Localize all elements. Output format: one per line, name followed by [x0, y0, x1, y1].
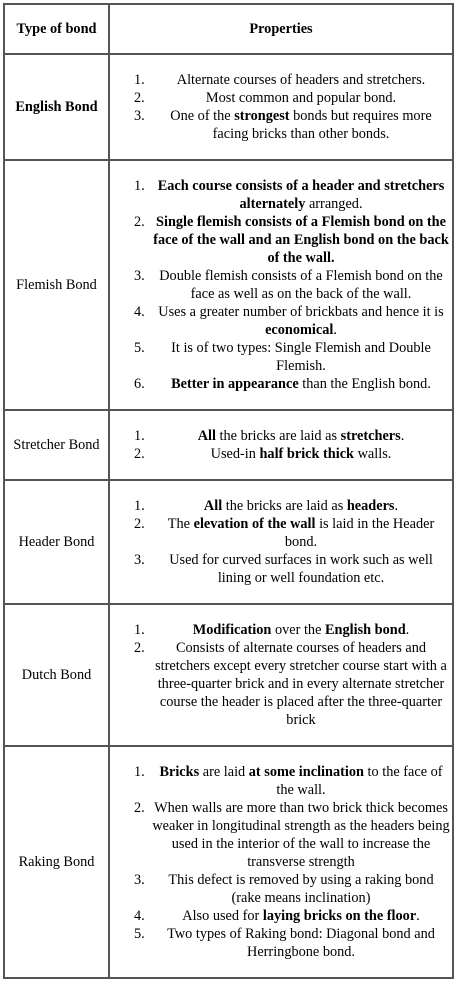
property-text-bold: half brick thick	[259, 446, 355, 462]
property-item	[110, 515, 452, 551]
property-item	[110, 871, 452, 907]
property-text: .	[333, 322, 337, 338]
bond-type-name: Dutch Bond	[4, 604, 109, 746]
table-row	[4, 480, 453, 604]
property-item	[110, 107, 452, 143]
property-item	[110, 303, 452, 339]
property-text: Alternate courses of headers and stretchers.	[176, 72, 426, 88]
table-row	[4, 54, 453, 160]
property-text: Two types of Raking bond: Diagonal bond and Herringbone bond.	[167, 926, 435, 960]
property-item	[110, 925, 452, 961]
properties-list	[110, 763, 452, 961]
property-text-bold: All	[197, 428, 216, 444]
bond-type-name: English Bond	[4, 54, 109, 160]
property-item	[110, 213, 452, 267]
property-text: bonds but requires more facing bricks than other bonds.	[212, 108, 432, 142]
property-text: Used for curved surfaces in work such as well lining or well foundation etc.	[169, 552, 433, 586]
property-text-bold: at some inclination	[248, 764, 364, 780]
property-text-bold: Better in appearance	[171, 376, 299, 392]
property-text: arranged.	[305, 196, 363, 212]
property-item	[110, 177, 452, 213]
property-text-bold: All	[203, 498, 223, 514]
property-text-bold: elevation of the wall	[193, 516, 316, 532]
properties-list	[110, 497, 452, 587]
bond-properties	[109, 604, 453, 746]
property-item	[110, 427, 452, 445]
property-item	[110, 445, 452, 463]
property-text: Used-in	[210, 446, 260, 462]
property-text: the bricks are laid as	[215, 428, 341, 444]
property-text-bold: Modification	[192, 622, 272, 638]
property-item	[110, 71, 452, 89]
bond-properties	[109, 480, 453, 604]
property-text: One of the	[170, 108, 235, 124]
property-text: is laid in the Header bond.	[284, 516, 435, 550]
property-item	[110, 267, 452, 303]
bond-type-name: Header Bond	[4, 480, 109, 604]
bond-properties	[109, 410, 453, 480]
bond-types-table	[3, 3, 454, 979]
property-text: .	[400, 428, 405, 444]
property-text: over the	[271, 622, 325, 638]
property-text: Double flemish consists of a Flemish bond on the face as well as on the back of the wall.	[159, 268, 443, 302]
header-type-of-bond: Type of bond	[4, 4, 109, 54]
property-item	[110, 497, 452, 515]
bond-properties	[109, 160, 453, 410]
property-item	[110, 907, 452, 925]
property-item	[110, 375, 452, 393]
property-text: the bricks are laid as	[222, 498, 347, 514]
property-text-bold: Each course consists of a header and stretchers alternately	[157, 178, 445, 212]
property-text: Uses a greater number of brickbats and hence it is	[158, 304, 444, 320]
property-text-bold: Bricks	[159, 764, 200, 780]
property-text-bold: laying bricks on the floor	[262, 908, 417, 924]
property-item	[110, 799, 452, 871]
table-row	[4, 746, 453, 978]
table-row	[4, 160, 453, 410]
property-text: Also used for	[182, 908, 263, 924]
property-text: to the face of the wall.	[276, 764, 443, 798]
table-header-row	[4, 4, 453, 54]
table-row	[4, 410, 453, 480]
property-text: .	[405, 622, 410, 638]
property-item	[110, 639, 452, 729]
property-text-bold: Single flemish consists of a Flemish bond on the face of the wall and an English bond on the back of the wall.	[153, 214, 449, 266]
properties-list	[110, 621, 452, 729]
property-text-bold: headers	[346, 498, 395, 514]
property-text: are laid	[199, 764, 249, 780]
bond-type-name: Flemish Bond	[4, 160, 109, 410]
property-item	[110, 763, 452, 799]
property-item	[110, 89, 452, 107]
property-text: When walls are more than two brick thick becomes weaker in longitudinal strength as the headers being used in the interior of the wall to increase the transverse strength	[152, 800, 450, 870]
header-properties: Properties	[109, 4, 453, 54]
property-text-bold: stretchers	[340, 428, 401, 444]
property-text: .	[416, 908, 420, 924]
property-text: walls.	[354, 446, 392, 462]
property-text: Most common and popular bond.	[205, 90, 397, 106]
table-row	[4, 604, 453, 746]
property-text-bold: economical	[265, 322, 334, 338]
property-text: The	[167, 516, 194, 532]
bond-properties	[109, 746, 453, 978]
property-text: It is of two types: Single Flemish and Double Flemish.	[171, 340, 431, 374]
bond-properties	[109, 54, 453, 160]
bond-type-name: Raking Bond	[4, 746, 109, 978]
property-text: This defect is removed by using a raking bond (rake means inclination)	[168, 872, 434, 906]
property-item	[110, 621, 452, 639]
properties-list	[110, 427, 452, 463]
property-text-bold: English bond	[324, 622, 406, 638]
properties-list	[110, 71, 452, 143]
property-item	[110, 339, 452, 375]
property-text: .	[394, 498, 399, 514]
property-text-bold: strongest	[234, 108, 290, 124]
property-item	[110, 551, 452, 587]
properties-list	[110, 177, 452, 393]
property-text: than the English bond.	[298, 376, 431, 392]
bond-type-name: Stretcher Bond	[4, 410, 109, 480]
property-text: Consists of alternate courses of headers and stretchers except every stretcher course start with a three-quarter brick and in every alternate stretcher course the header is placed after the three-quarter brick	[155, 640, 447, 728]
